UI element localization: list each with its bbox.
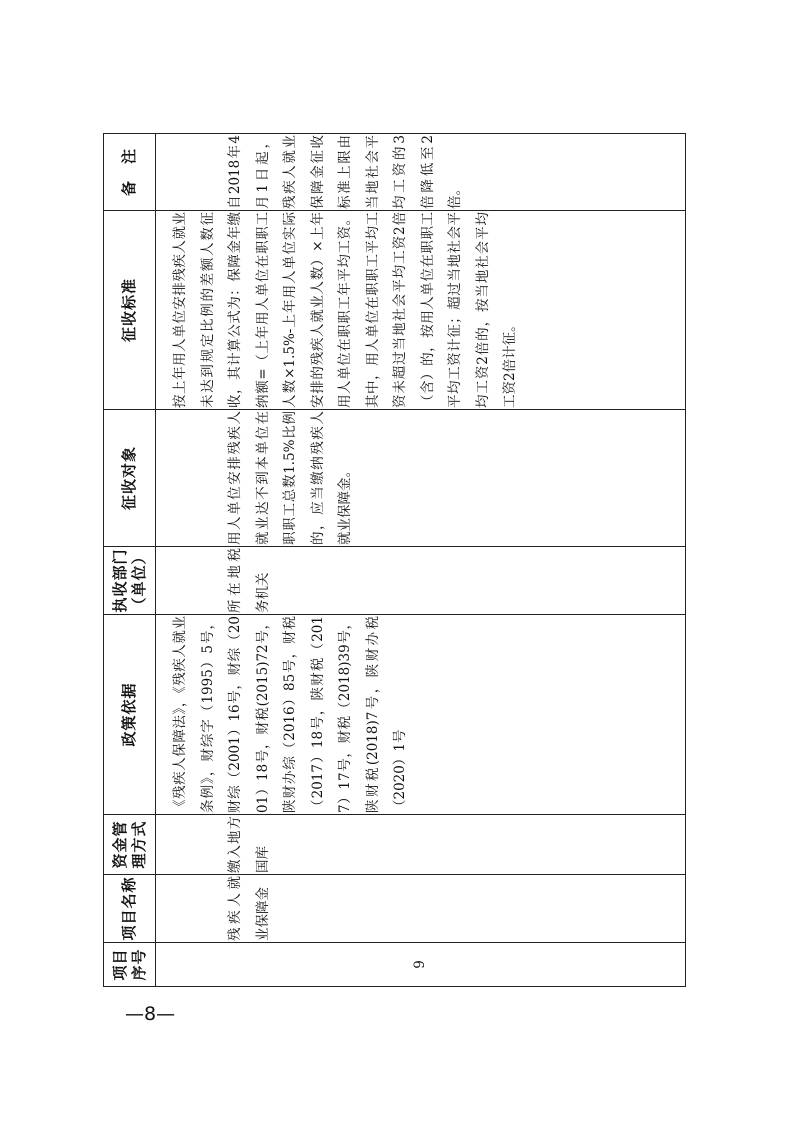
header-collection-target: 征收对象 bbox=[104, 410, 156, 547]
table-row bbox=[156, 134, 686, 987]
cell-collection-target bbox=[156, 410, 686, 547]
cell-collection-target-text: 用人单位安排残疾人就业达不到本单位在职职工总数1.5%比例的，应当缴纳残疾人就业保障金。 bbox=[227, 411, 353, 545]
cell-policy-basis-text: 《残疾人保障法》，《残疾人就业条例》，财综字（1995）5号，财综（2001）16号，财综（2001）18号，财税(2015)72号，陕财办综（2016）85号，财税（2017）18号，陕财税（2017）17号，财税（2018)39号，陕财税(2018)7号，陕财办税（2020）1号 bbox=[172, 616, 408, 813]
cell-remarks bbox=[156, 134, 686, 211]
cell-item-name bbox=[156, 875, 686, 943]
cell-collecting-dept bbox=[156, 547, 686, 615]
header-collection-standard: 征收标准 bbox=[104, 211, 156, 410]
fee-table bbox=[103, 133, 686, 987]
table-header-row bbox=[104, 134, 156, 987]
cell-collection-standard bbox=[156, 211, 686, 410]
header-item-name: 项目名称 bbox=[104, 875, 156, 943]
rotated-table-container bbox=[103, 134, 686, 987]
cell-remarks-text: 自2018年4月1日起，残疾人就业保障金征收标准上限由当地社会平均工资的3倍降低至2倍。 bbox=[227, 135, 463, 209]
cell-fund-mgmt-text: 缴入地方国库 bbox=[227, 816, 271, 873]
header-item-no: 项目序号 bbox=[104, 943, 156, 987]
cell-item-no: 9 bbox=[156, 943, 686, 987]
header-collecting-dept: 执收部门（单位） bbox=[104, 547, 156, 615]
header-policy-basis: 政策依据 bbox=[104, 615, 156, 815]
page-number: —8— bbox=[125, 1003, 176, 1025]
cell-item-name-text: 残疾人就业保障金 bbox=[227, 876, 271, 941]
header-fund-mgmt: 资金管理方式 bbox=[104, 815, 156, 875]
cell-collection-standard-text: 按上年用人单位安排残疾人就业未达到规定比例的差额人数征收，其计算公式为：保障金年缴纳额=（上年用人单位在职职工人数×1.5%-上年用人单位实际安排的残疾人就业人数）×上年用人单位在职职工年平均工资。其中，用人单位在职职工平均工资未超过当地社会平均工资2倍（含）的，按用人单位在职职工平均工资计征；超过当地社会平均工资2倍的，按当地社会平均工资2倍计征。 bbox=[172, 212, 518, 408]
header-remarks: 备 注 bbox=[104, 134, 156, 211]
cell-policy-basis bbox=[156, 615, 686, 815]
cell-fund-mgmt bbox=[156, 815, 686, 875]
cell-collecting-dept-text: 所在地税务机关 bbox=[227, 548, 271, 613]
